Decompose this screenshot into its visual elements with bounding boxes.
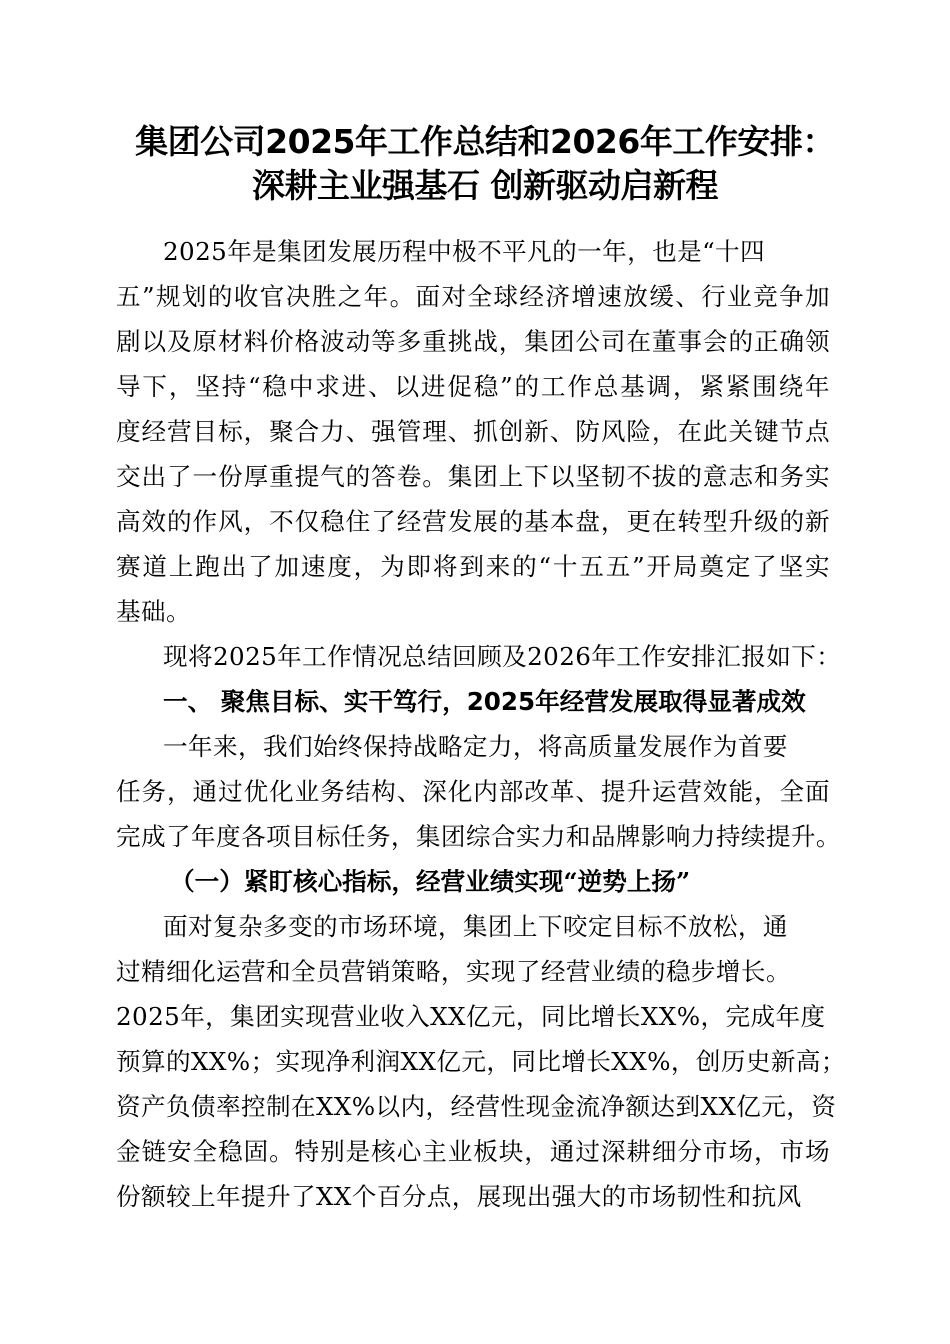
report-intro-line: 现将2025年工作情况总结回顾及2026年工作安排汇报如下：	[163, 642, 842, 671]
intro-line: 赛道上跑出了加速度，为即将到来的“十五五”开局奠定了坚实	[116, 552, 830, 581]
intro-line: 五”规划的收官决胜之年。面对全球经济增速放缓、行业竞争加	[116, 282, 830, 311]
intro-line: 交出了一份厚重提气的答卷。集团上下以坚韧不拔的意志和务实	[116, 462, 830, 491]
intro-line: 基础。	[116, 597, 191, 626]
subsection-1-line: 2025年，集团实现营业收入XX亿元，同比增长XX%，完成年度	[116, 1002, 826, 1031]
intro-line: 高效的作风，不仅稳住了经营发展的基本盘，更在转型升级的新	[116, 507, 830, 536]
subsection-1-line: 份额较上年提升了XX个百分点，展现出强大的市场韧性和抗风	[116, 1182, 802, 1211]
subsection-1-line: 过精细化运营和全员营销策略，实现了经营业绩的稳步增长。	[116, 957, 791, 986]
section-1-line: 完成了年度各项目标任务，集团综合实力和品牌影响力持续提升。	[116, 822, 841, 851]
subsection-1-line: 面对复杂多变的市场环境，集团上下咬定目标不放松，通	[163, 912, 788, 941]
intro-line: 剧以及原材料价格波动等多重挑战，集团公司在董事会的正确领	[116, 327, 830, 356]
section-1-line: 一年来，我们始终保持战略定力，将高质量发展作为首要	[163, 732, 788, 761]
subsection-1-heading: （一）紧盯核心指标，经营业绩实现“逆势上扬”	[170, 867, 691, 896]
subsection-1-line: 金链安全稳固。特别是核心主业板块，通过深耕细分市场，市场	[116, 1137, 830, 1166]
document-title-line-1: 集团公司2025年工作总结和2026年工作安排：	[135, 122, 835, 161]
section-1-heading: 一、 聚焦目标、实干笃行，2025年经营发展取得显著成效	[163, 687, 806, 716]
subsection-1-line: 预算的XX%；实现净利润XX亿元，同比增长XX%，创历史新高；	[116, 1047, 846, 1076]
intro-line: 导下，坚持“稳中求进、以进促稳”的工作总基调，紧紧围绕年	[116, 372, 830, 401]
subsection-1-line: 资产负债率控制在XX%以内，经营性现金流净额达到XX亿元，资	[116, 1092, 837, 1121]
document-title-line-2: 深耕主业强基石 创新驱动启新程	[252, 166, 718, 205]
intro-line: 2025年是集团发展历程中极不平凡的一年，也是“十四	[163, 237, 766, 266]
section-1-line: 任务，通过优化业务结构、深化内部改革、提升运营效能，全面	[116, 777, 830, 806]
intro-line: 度经营目标，聚合力、强管理、抓创新、防风险，在此关键节点	[116, 417, 830, 446]
